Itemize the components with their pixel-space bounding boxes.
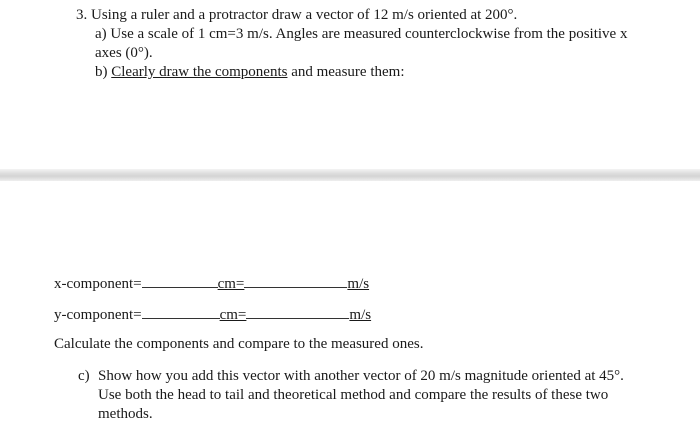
calculate-instruction: Calculate the components and compare to the measured ones. (54, 336, 424, 352)
y-component-cm-blank[interactable] (142, 304, 220, 319)
part-a-line1: a) Use a scale of 1 cm=3 m/s. Angles are measured counterclockwise from the positive x (95, 26, 628, 42)
part-b-underlined: Clearly draw the components (111, 64, 288, 80)
question-intro (76, 6, 517, 24)
x-component-label: x-component= (54, 276, 142, 292)
page-divider (0, 169, 700, 181)
question-intro-text: Using a ruler and a protractor draw a vector of 12 m/s oriented at 200°. (91, 7, 518, 23)
x-unit-label: m/s (347, 276, 370, 292)
y-component-ms-blank[interactable] (246, 304, 349, 319)
y-component-label: y-component= (54, 307, 142, 323)
part-c-line1: Show how you add this vector with another vector of 20 m/s magnitude oriented at 45°. (98, 368, 624, 384)
part-b-line (95, 63, 405, 81)
part-c-marker: c) (78, 368, 90, 384)
part-c-line3: methods. (98, 406, 153, 422)
part-b-suffix: and measure them: (287, 64, 405, 80)
question-number: 3. (76, 7, 88, 23)
x-cm-label: cm= (217, 276, 245, 292)
x-component-row (54, 273, 369, 293)
x-component-ms-blank[interactable] (244, 273, 347, 288)
y-unit-label: m/s (349, 307, 372, 323)
x-component-cm-blank[interactable] (142, 273, 218, 288)
y-cm-label: cm= (219, 307, 247, 323)
part-c-line2: Use both the head to tail and theoretical method and compare the results of these two (98, 387, 609, 403)
part-b-prefix: b) (95, 64, 112, 80)
y-component-row (54, 304, 371, 324)
part-a-line2: axes (0°). (95, 45, 153, 61)
